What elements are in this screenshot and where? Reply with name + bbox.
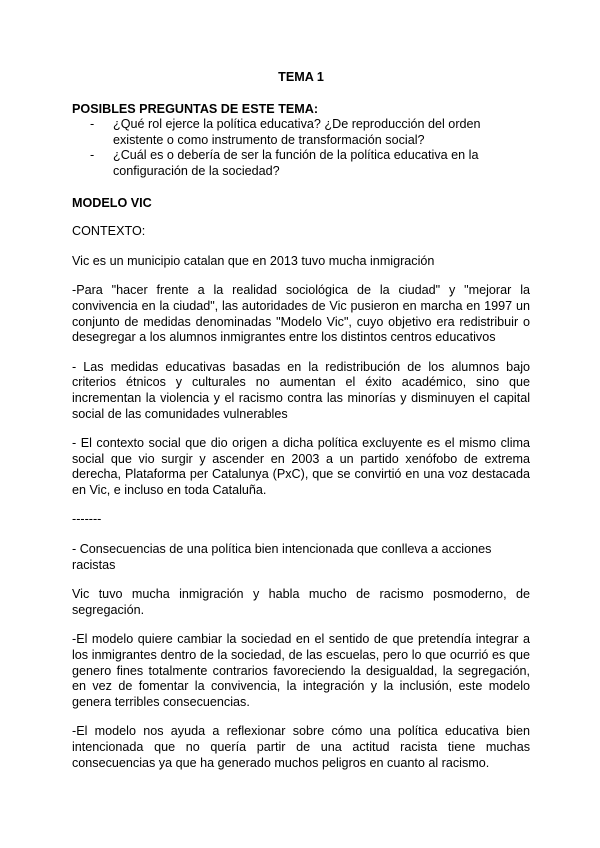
questions-list xyxy=(72,117,530,179)
paragraph: -El modelo nos ayuda a reflexionar sobre cómo una política educativa bien intencionada que no quería partir de una actitud racista tiene muchas consecuencias ya que ha generado muchos peligros en cuanto al racismo. xyxy=(72,724,530,770)
paragraph: Vic tuvo mucha inmigración y habla mucho de racismo posmoderno, de segregación. xyxy=(72,587,530,617)
list-item xyxy=(72,117,530,148)
paragraph: -Para "hacer frente a la realidad sociológica de la ciudad" y "mejorar la convivencia en la ciudad", las autoridades de Vic pusieron en marcha en 1997 un conjunto de medidas denominadas "Modelo Vic", cuyo objetivo era redistribuir o desegregar a los alumnos inmigrantes entre los distintos centros educativos xyxy=(72,283,530,345)
separator-dashes: ------- xyxy=(72,512,102,527)
context-label: CONTEXTO: xyxy=(72,224,146,239)
paragraph: - El contexto social que dio origen a dicha política excluyente es el mismo clima social que vio surgir y ascender en 2003 a un partido xenófobo de extrema derecha, Plataforma per Catalunya (PxC), que se convirtió en una voz destacada en Vic, e incluso en toda Cataluña. xyxy=(72,436,530,497)
paragraph: - Las medidas educativas basadas en la redistribución de los alumnos bajo criterios étnicos y culturales no aumentan el éxito académico, sino que incrementan la violencia y el racismo contra las minorías y disminuyen el capital social de las comunidades vulnerables xyxy=(72,359,530,421)
list-item xyxy=(72,148,530,179)
paragraph: Vic es un municipio catalan que en 2013 tuvo mucha inmigración xyxy=(72,253,435,268)
model-heading: MODELO VIC xyxy=(72,195,152,210)
bullet-dash: - xyxy=(90,148,95,163)
document-title: TEMA 1 xyxy=(278,70,324,84)
document-page xyxy=(72,70,530,785)
question-text: ¿Qué rol ejerce la política educativa? ¿De reproducción del orden existente o como instrumento de transformación social? xyxy=(113,117,481,147)
paragraph: -El modelo quiere cambiar la sociedad en el sentido de que pretendía integrar a los inmigrantes dentro de la sociedad, de las escuelas, pero lo que ocurrió es que genero fines totalmente contrarios favoreciendo la desigualdad, la segregación, en vez de fomentar la convivencia, la integración y la inclusión, este modelo genera terribles consecuencias. xyxy=(72,632,530,709)
question-text: ¿Cuál es o debería de ser la función de la política educativa en la configuración de la sociedad? xyxy=(113,148,479,178)
questions-heading: POSIBLES PREGUNTAS DE ESTE TEMA: xyxy=(72,101,319,116)
paragraph: - Consecuencias de una política bien intencionada que conlleva a acciones racistas xyxy=(72,542,492,572)
bullet-dash: - xyxy=(90,117,95,132)
